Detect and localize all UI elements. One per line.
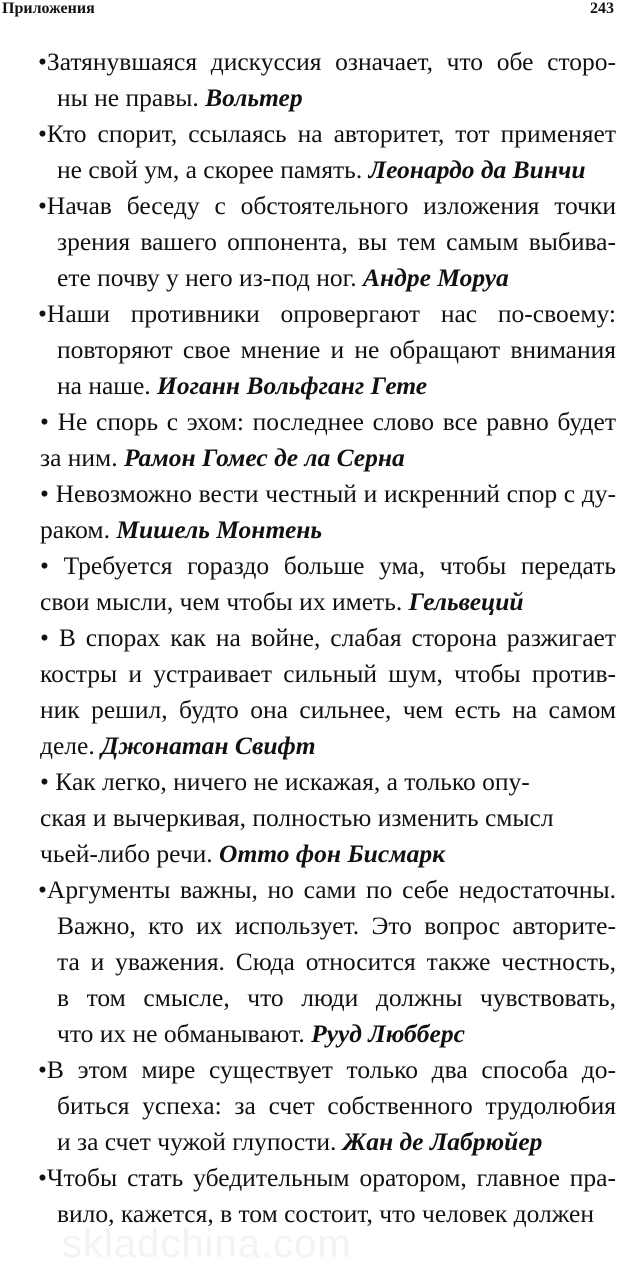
quote-line: [57, 1016, 465, 1052]
quote-line: зрения вашего оппонента, вы тем самым выбива-: [57, 227, 616, 256]
quote-text: не свой ум, а скорее память.: [57, 155, 369, 184]
section-title: Приложения: [2, 0, 95, 17]
quote-line: • Требуется гораздо больше ума, чтобы передать: [40, 551, 616, 580]
quote-author: Иоганн Вольфганг Гете: [157, 371, 428, 400]
quote-author: Леонардо да Винчи: [368, 155, 586, 184]
quote-text: ны не правы.: [57, 83, 206, 112]
quote-line: повторяют свое мнение и не обращают внимания: [57, 335, 616, 364]
quote-line: вило, кажется, в том состоит, что человек должен: [57, 1199, 594, 1228]
quote-author: Джонатан Свифт: [101, 731, 316, 760]
quote-line: [57, 152, 586, 188]
quote-text: деле.: [40, 731, 102, 760]
quote-text: ете почву у него из-под ног.: [57, 263, 363, 292]
quote-line: Важно, кто их использует. Это вопрос авторите-: [57, 911, 616, 940]
quote-line: ская и вычеркивая, полностью изменить смысл: [40, 803, 554, 832]
quote-line: •Кто спорит, ссылаясь на авторитет, тот применяет: [38, 119, 616, 148]
quote-line: биться успеха: за счет собственного трудолюбия: [57, 1091, 616, 1120]
quote-line: [40, 440, 405, 476]
quote-line: •Затянувшаяся дискуссия означает, что обе сторо-: [38, 47, 616, 76]
quote-author: Вольтер: [205, 83, 303, 112]
quote-text: и за счет чужой глупости.: [57, 1127, 343, 1156]
quote-line: ник решил, будто она сильнее, чем есть на самом: [40, 695, 616, 724]
quote-author: Мишель Монтень: [116, 515, 323, 544]
quote-author: Андре Моруа: [363, 263, 509, 292]
quote-line: [40, 836, 445, 872]
quote-author: Рамон Гомес де ла Серна: [123, 443, 405, 472]
quote-text: чьей-либо речи.: [40, 839, 220, 868]
quote-author: Отто фон Бисмарк: [219, 839, 446, 868]
quote-line: в том смысле, что люди должны чувствовать,: [57, 983, 616, 1012]
page-number: 243: [590, 0, 614, 17]
quote-line: та и уважения. Сюда относится также честность,: [57, 947, 616, 976]
quote-author: Рууд Любберс: [311, 1019, 465, 1048]
quote-text: свои мысли, чем чтобы их иметь.: [40, 587, 409, 616]
quote-line: •Начав беседу с обстоятельного изложения точки: [38, 191, 616, 220]
quote-line: [40, 584, 524, 620]
quote-text: за ним.: [40, 443, 124, 472]
quote-line: костры и устраивает сильный шум, чтобы против-: [40, 659, 616, 688]
quote-author: Жан де Лабрюйер: [342, 1127, 543, 1156]
quote-text: что их не обманывают.: [57, 1019, 312, 1048]
quote-line: •Чтобы стать убедительным оратором, главное пра-: [38, 1163, 616, 1192]
quote-line: [57, 368, 427, 404]
quote-line: •Аргументы важны, но сами по себе недостаточны.: [38, 875, 616, 904]
quote-line: [40, 512, 322, 548]
quote-line: • Невозможно вести честный и искренний спор с ду-: [40, 479, 616, 508]
watermark: skladchina.com: [62, 1222, 352, 1266]
quote-text: на наше.: [57, 371, 158, 400]
quote-line: [57, 1124, 542, 1160]
quote-line: • Как легко, ничего не искажая, а только опу-: [40, 767, 530, 796]
quote-line: [57, 260, 509, 296]
quote-line: • Не спорь с эхом: последнее слово все равно будет: [40, 407, 616, 436]
quote-line: • В спорах как на войне, слабая сторона разжигает: [40, 623, 616, 652]
quote-line: •В этом мире существует только два способа до-: [38, 1055, 616, 1084]
quote-text: раком.: [40, 515, 117, 544]
quote-line: •Наши противники опровергают нас по-своему:: [38, 299, 616, 328]
quote-line: [40, 728, 316, 764]
running-header: [0, 0, 620, 22]
quote-line: [57, 80, 303, 116]
quote-author: Гельвеций: [408, 587, 524, 616]
